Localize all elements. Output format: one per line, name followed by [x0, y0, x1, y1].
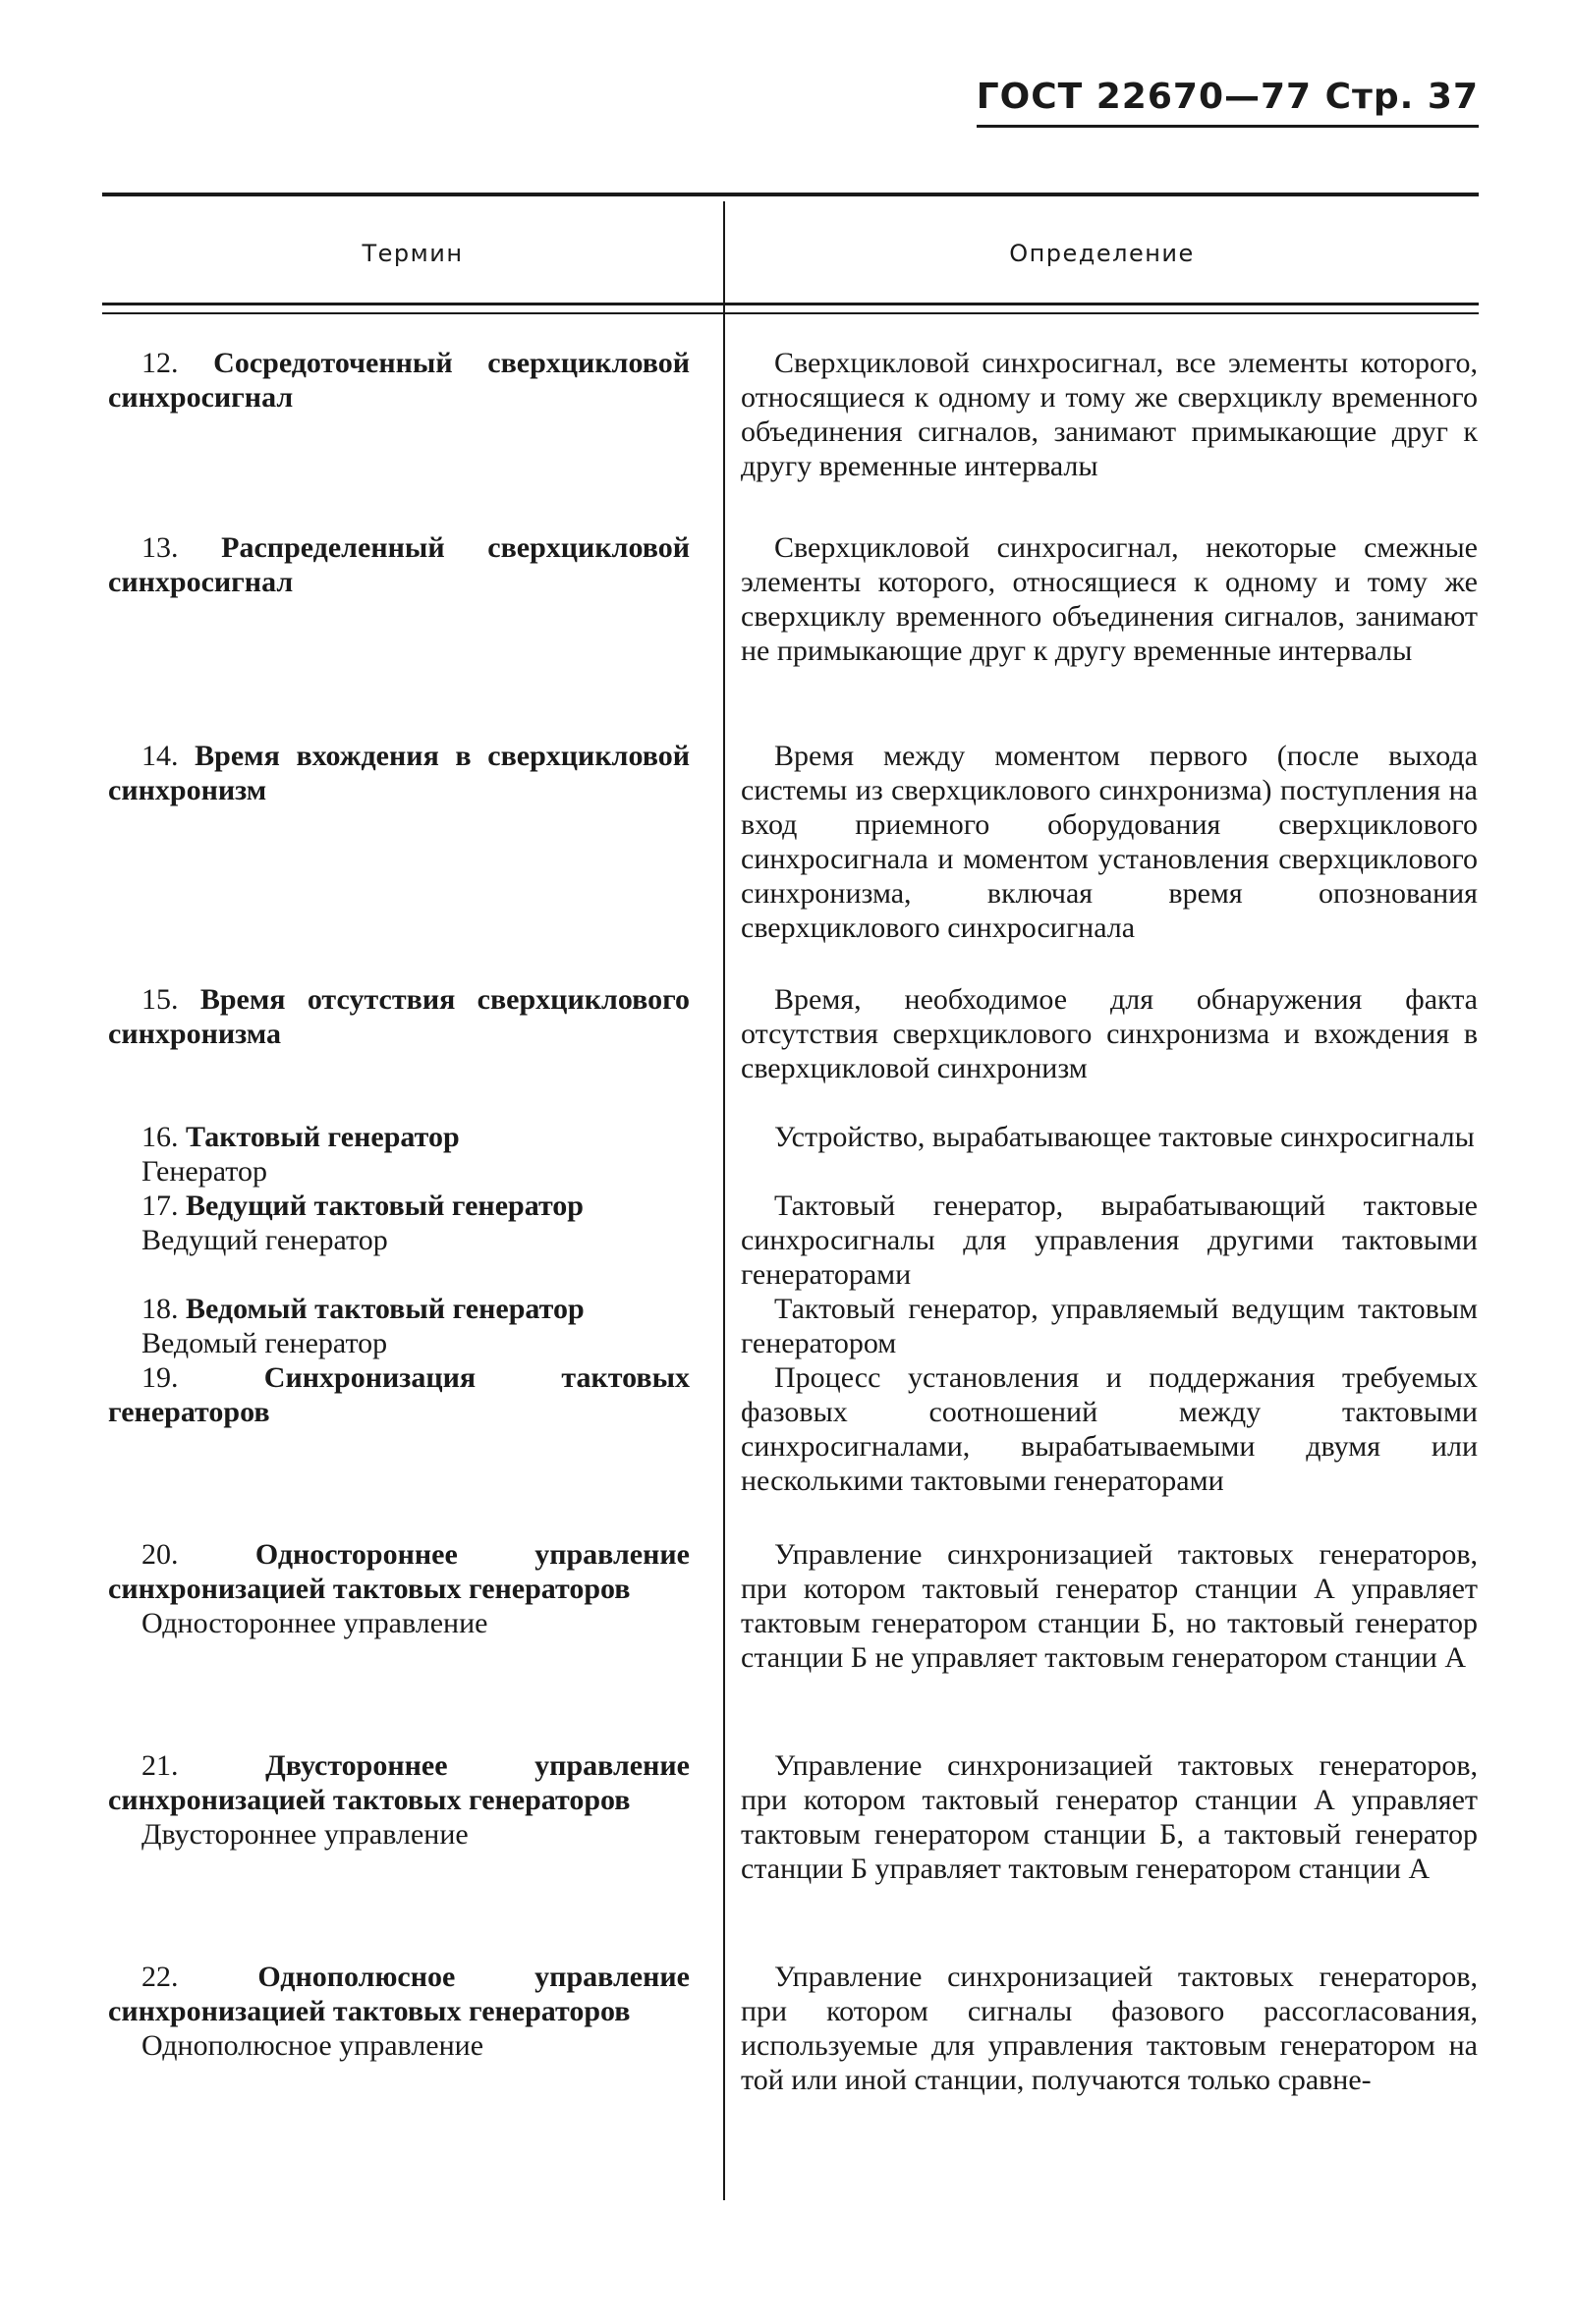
table-row-term [108, 1120, 690, 1189]
term-number: 13. [141, 531, 179, 564]
table-row-definition: Управление синхронизацией тактовых генераторов, при котором тактовый генератор станции А управляет тактовым генератором станции Б, а тактовый генератор станции Б управляет тактовым генератором станции А [741, 1749, 1478, 1885]
term-number: 21. [141, 1749, 179, 1782]
table-row-definition: Время между моментом первого (после выхода системы из сверхциклового синхронизма) поступления на вход приемного оборудования сверхциклового синхросигнала и моментом установления сверхциклового синхронизма, включая время опознования сверхциклового синхросигнала [741, 740, 1478, 944]
term-number: 19. [141, 1361, 179, 1394]
table-row-definition: Управление синхронизацией тактовых генераторов, при котором тактовый генератор станции А управляет тактовым генератором станции Б, но тактовый генератор станции Б не управляет тактовым генератором станции А [741, 1538, 1478, 1674]
table-row-definition: Время, необходимое для обнаружения факта отсутствия сверхциклового синхронизма и вхождения в сверхцикловой синхронизм [741, 983, 1478, 1084]
term-synonym: Ведущий генератор [141, 1224, 388, 1256]
table-row-term [108, 1292, 690, 1360]
term-number: 12. [141, 347, 179, 379]
table-row-term [108, 1748, 690, 1852]
term-number: 15. [141, 983, 179, 1016]
table-row-term [108, 1360, 690, 1429]
column-header-definition: Определение [1009, 240, 1195, 267]
term-number: 16. [141, 1121, 179, 1153]
term-name: Одностороннее управление синхронизацией тактовых генераторов [108, 1538, 690, 1605]
term-name: Ведомый тактовый генератор [186, 1293, 585, 1325]
term-synonym: Одностороннее управление [141, 1607, 488, 1639]
term-name: Время вхождения в сверхцикловой синхронизм [108, 740, 690, 806]
table-row-definition: Устройство, вырабатывающее тактовые синхросигналы [774, 1121, 1475, 1153]
table-top-rule [102, 193, 1479, 196]
table-header-rule-2 [102, 312, 1479, 314]
table-row-definition: Управление синхронизацией тактовых генераторов, при котором сигналы фазового рассогласования, используемые для управления тактовым генератором на той или иной станции, получаются только сравне- [741, 1961, 1478, 2096]
table-row-term [108, 1537, 690, 1640]
table-row-definition: Сверхцикловой синхросигнал, некоторые смежные элементы которого, относящиеся к одному и тому же сверхциклу временного объединения сигналов, занимают не примыкающие друг к другу временные интервалы [741, 531, 1478, 667]
table-row-term [108, 1960, 690, 2063]
table-row-term [108, 982, 690, 1051]
table-row-definition: Сверхцикловой синхросигнал, все элементы которого, относящиеся к одному и тому же сверхциклу временного объединения сигналов, занимают примыкающие друг к другу временные интервалы [741, 347, 1478, 482]
term-number: 18. [141, 1293, 179, 1325]
table-row-definition: Тактовый генератор, вырабатывающий тактовые синхросигналы для управления другими тактовыми генераторами [741, 1190, 1478, 1291]
term-synonym: Ведомый генератор [141, 1327, 388, 1359]
term-name: Двустороннее управление синхронизацией тактовых генераторов [108, 1749, 690, 1816]
term-number: 22. [141, 1961, 179, 1993]
table-row-term [108, 1189, 690, 1257]
term-synonym: Генератор [141, 1155, 267, 1188]
term-name: Распределенный сверхцикловой синхросигнал [108, 531, 690, 598]
term-name: Синхронизация тактовых генераторов [108, 1361, 691, 1428]
term-synonym: Двустороннее управление [141, 1818, 469, 1851]
term-name: Сосредоточенный сверхцикловой синхросигнал [108, 347, 690, 414]
term-number: 20. [141, 1538, 179, 1571]
column-divider [723, 201, 725, 2200]
term-synonym: Однополюсное управление [141, 2029, 484, 2062]
page-header: ГОСТ 22670—77 Стр. 37 [977, 77, 1479, 128]
table-row-term [108, 346, 690, 415]
term-name: Однополюсное управление синхронизацией тактовых генераторов [108, 1961, 690, 2027]
table-row-term [108, 739, 690, 807]
table-row-definition: Процесс установления и поддержания требуемых фазовых соотношений между тактовыми синхросигналами, вырабатываемыми двумя или несколькими тактовыми генераторами [741, 1361, 1478, 1497]
term-number: 14. [141, 740, 179, 772]
table-row-definition: Тактовый генератор, управляемый ведущим тактовым генератором [741, 1293, 1478, 1359]
term-number: 17. [141, 1190, 179, 1222]
table-header-rule [102, 303, 1479, 305]
term-name: Ведущий тактовый генератор [186, 1190, 584, 1222]
table-row-term [108, 530, 690, 599]
term-name: Тактовый генератор [186, 1121, 460, 1153]
column-header-term: Термин [362, 240, 464, 267]
term-name: Время отсутствия сверхциклового синхронизма [108, 983, 690, 1050]
